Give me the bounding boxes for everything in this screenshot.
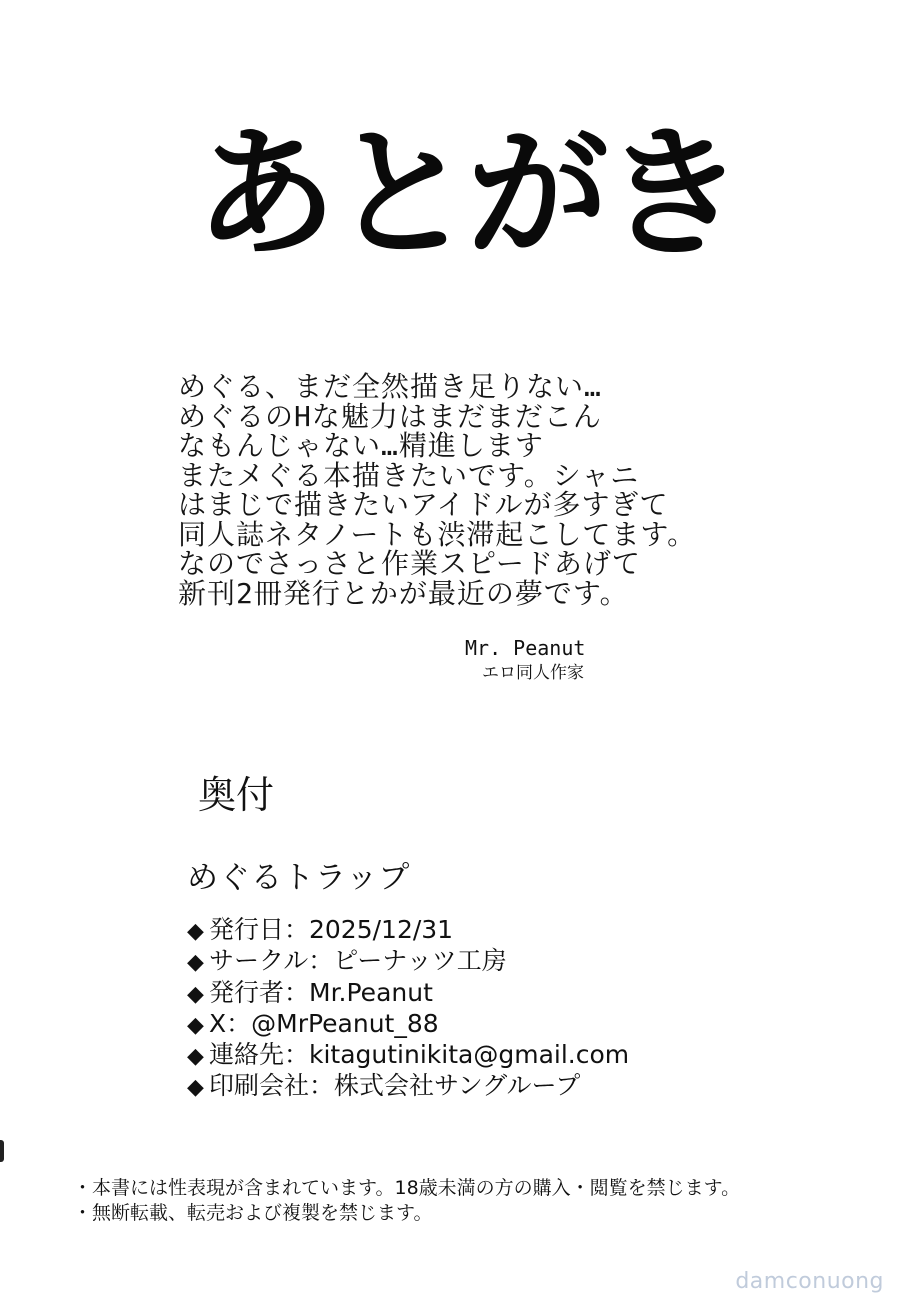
colophon-item-publisher: ◆ 発行者：Mr.Peanut — [187, 978, 707, 1009]
diamond-bullet-icon: ◆ — [187, 1075, 204, 1101]
author-signature: Mr. Peanut — [465, 636, 586, 660]
afterword-line: なのでさっさと作業スピードあげて — [178, 547, 641, 580]
scan-edge-mark — [0, 1140, 4, 1162]
afterword-line: めぐる、まだ全然描き足りない… — [178, 370, 602, 403]
book-title: めぐるトラップ — [187, 860, 411, 896]
afterword-line: 新刊2冊発行とかが最近の夢です。 — [178, 576, 629, 610]
colophon-item-contact: ◆ 連絡先：kitagutinikita@gmail.com — [187, 1040, 707, 1071]
afterword-title: あとがき — [195, 112, 739, 277]
colophon-item-circle: ◆ サークル：ピーナッツ工房 — [187, 946, 707, 977]
afterword-line: 同人誌ネタノートも渋滞起こしてます。 — [178, 517, 697, 551]
afterword-line: なもんじゃない…精進します — [178, 429, 544, 462]
notice-no-reproduction: ・無断転載、転売および複製を禁じます。 — [73, 1202, 433, 1224]
diamond-bullet-icon: ◆ — [187, 981, 204, 1007]
afterword-line: またメぐる本描きたいです。シャニ — [178, 458, 640, 492]
colophon-item-release-date: ◆ 発行日：2025/12/31 — [187, 915, 707, 946]
site-watermark: damconuong — [735, 1269, 884, 1294]
afterword-text — [178, 372, 708, 608]
afterword-line: はまじで描きたいアイドルが多すぎて — [178, 488, 669, 521]
colophon-item-x-account: ◆ X：@MrPeanut_88 — [187, 1009, 707, 1040]
diamond-bullet-icon: ◆ — [187, 950, 204, 976]
diamond-bullet-icon: ◆ — [187, 1044, 204, 1070]
colophon-list — [187, 915, 707, 1103]
author-role: エロ同人作家 — [482, 663, 584, 683]
legal-notices — [73, 1176, 813, 1226]
colophon-heading: 奥付 — [198, 773, 275, 817]
diamond-bullet-icon: ◆ — [187, 919, 204, 944]
afterword-line: めぐるのHな魅力はまだまだこん — [178, 399, 602, 433]
notice-age-restriction: ・本書には性表現が含まれています。18歳未満の方の購入・閲覧を禁じます。 — [73, 1177, 741, 1199]
diamond-bullet-icon: ◆ — [187, 1012, 204, 1038]
colophon-item-printer: ◆ 印刷会社：株式会社サングループ — [187, 1071, 707, 1102]
